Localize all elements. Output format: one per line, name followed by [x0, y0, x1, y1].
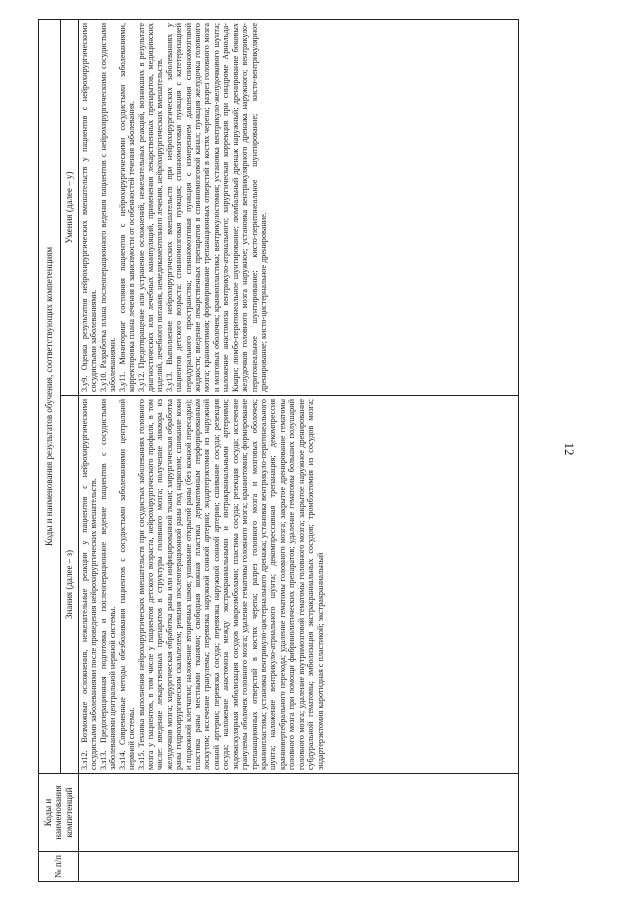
- knowledge-item: 3.з13. Предоперационная подготовка и послеоперационное ведение пациентов с сосудистыми заболеваниями центральной нервной системы.: [98, 399, 118, 770]
- knowledge-item: 3.з12. Возможные осложнения, нежелательные реакции у пациентов с нейрохирургическими сосудистыми заболеваниями после проведения нейрохирургических вмешательств.: [80, 399, 99, 770]
- skill-item: 3.у13. Выполнение нейрохирургических вмешательств при нейрохирургических заболеваниях у пациентов детского возраста: спинномозговая пункция; спинномозговая пункция с катетеризацией перидурального пространства; спинномозговая пункция с измерением давления спинномозговой жидкости; введение лекарственных препаратов в спинномозговой канал; пункция желудочка головного мозга; краниотомия; формирование трепанационных отверстий в костях черепа; разрез головного мозга и мозговых оболочек; краниопластика; вентрикулостомия; установка вентрикуло-желудочкового шунта; наложение анастомоза вентрикуло-атриального; хирургическая коррекция при синдроме Арнольда-Киари; люмбо-перитонеальное шунтирование; люмбальный дренаж наружный; дренирование боковых желудочков головного мозга наружное; установка вентрикулярного дренажа наружного; вентрикуло-перитонеальное шунтирование; кисто-перитонеальное шунтирование; кисто-вентрикулярное дренирование; кисто-цистернальное дренирование.: [164, 23, 269, 392]
- header-skills: Умения (далее – у): [61, 20, 79, 396]
- cell-knowledge: [79, 396, 519, 774]
- header-num: № п/п: [39, 852, 79, 882]
- skill-item: 3.у12. Предотвращение или устранение осложнений, нежелательных реакций, возникших в результате диагностических или лечебных манипуляций, применения лекарственных препаратов, медицинских изделий, лечебного питания, немедикаментозного лечения, нейрохирургических вмешательств.: [136, 23, 165, 392]
- knowledge-item: 3.з14. Современные методы обезболивания пациентов с сосудистыми заболеваниями центральной нервной системы.: [117, 399, 137, 770]
- page-number: 12: [562, 442, 577, 456]
- skill-item: 3.у10. Разработка плана послеоперационного ведения пациентов с нейрохирургическими сосудистыми заболеваниями.: [98, 23, 118, 392]
- cell-skills: [79, 20, 519, 396]
- skill-item: 3.у9. Оценка результатов нейрохирургических вмешательств у пациентов с нейрохирургическими сосудистыми заболеваниями.: [80, 23, 99, 392]
- cell-num: [79, 852, 519, 882]
- knowledge-item: 3.з15. Техника выполнения нейрохирургических вмешательств при сосудистых заболеваниях головного мозга у пациентов, в том числе у пациентов детского возраста, нейрохирургического профиля, в том числе: введение лекарственных препаратов в структуры головного мозга; получение ликвора из желудочков мозга; хирургическая обработка раны или инфицированной ткани; хирургическая обработка раны гидрохирургическим скальпелем; ревизия послеоперационной раны под наркозом; сшивание кожи и подкожной клетчатки; наложение вторичных швов; ушивание открытой раны (без кожной пересадки); пластика раны местными тканями; свободная кожная пластика дерматомным перфорированным лоскутом; иссечение гранулемы; перевязка наружной сонной артерии; эндартерэктомия из наружной сонной артерии; перевязка сосуда; перевязка наружной сонной артерии; сшивание сосуда; резекция сосуда; наложение анастомоза между экстракраниальными и интракраниальными артериями; эндоваскулярная эмболизация сосудов микроэмболами; пластика сосуда; резекция сосуда; иссечение гранулемы оболочек головного мозга; удаление гематомы головного мозга; краниотомия; формирование трепанационных отверстий в костях черепа; разрез головного мозга и мозговых оболочек; краниопластика; установка вентрикуло-цистернального дренажа; установка вентрикуло-перитонеального шунта; наложение вентрикуло-атриального шунта; декомпрессивная трепанация; декомпрессия краниовертебрального перехода; удаление гематомы головного мозга; закрытое дренирование гематомы головного мозга при помощи фибринолитических препаратов; удаление гематомы больших полушарий головного мозга; удаление внутримозговой гематомы головного мозга; закрытое наружное дренирование субдуральной гематомы; эмболизация экстракраниальных сосудов; тромбэктомия из сосудов мозга; эндартерэктомия каротидная с пластикой; экстракраниальный: [136, 399, 325, 770]
- header-group: Коды и наименования результатов обучения, соответствующих компетенциям: [39, 20, 61, 774]
- skill-item: 3.у11. Мониторинг состояния пациентов с нейрохирургическими сосудистыми заболеваниями, корректировка плана лечения в зависимости от особенностей течения заболевания.: [117, 23, 137, 392]
- cell-codes: [79, 774, 519, 852]
- header-knowledge: Знания (далее – з): [61, 396, 79, 774]
- competencies-table: [38, 19, 519, 882]
- rotated-table-area: [38, 20, 614, 882]
- header-codes: Коды и наименования компетенций: [39, 774, 79, 852]
